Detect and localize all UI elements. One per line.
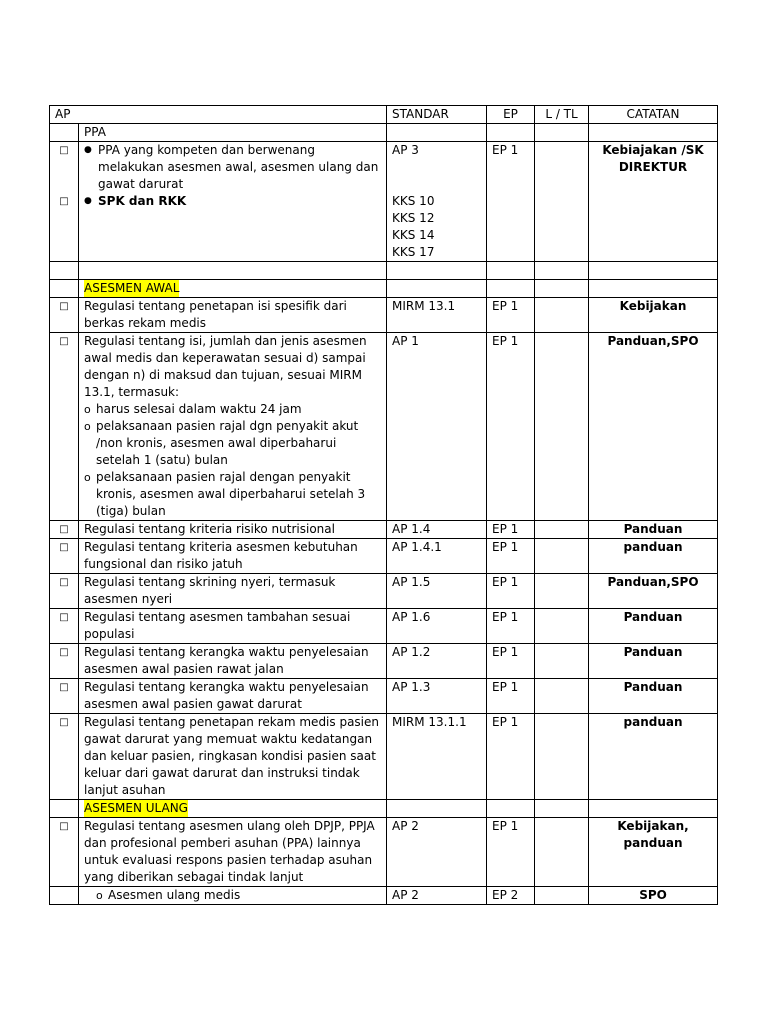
table-row (50, 539, 718, 574)
header-row (50, 106, 718, 124)
ep-cell: EP 1 (487, 714, 535, 800)
standar-cell: AP 1.5 (387, 574, 487, 609)
catatan-cell: SPO (589, 887, 718, 905)
checkbox-icon[interactable]: □ (59, 524, 69, 535)
standar-cell: AP 1.6 (387, 609, 487, 644)
table-row (50, 644, 718, 679)
ppa-title-row (50, 124, 718, 142)
sub-item: o pelaksanaan pasien rajal dgn penyakit akut /non kronis, asesmen awal diperbaharui setelah 1 (satu) bulan (84, 418, 381, 469)
ltl-cell (535, 574, 589, 609)
ep-cell: EP 1 (487, 818, 535, 887)
ltl-cell (535, 679, 589, 714)
standar-cell: AP 1.4 (387, 521, 487, 539)
table-row (50, 333, 718, 521)
standar-cell: AP 2 (387, 887, 487, 905)
ep-cell: EP 1 (487, 333, 535, 521)
regulation-text: Regulasi tentang asesmen tambahan sesuai populasi (79, 609, 387, 644)
asesmen-awal-title: ASESMEN AWAL (84, 281, 180, 295)
checkbox-icon[interactable]: □ (59, 682, 69, 693)
ppa-standar: KKS 14 (392, 228, 435, 242)
ep-cell: EP 1 (487, 609, 535, 644)
regulation-text: o Asesmen ulang medis (96, 887, 381, 904)
ltl-cell (535, 818, 589, 887)
catatan-cell: Panduan (589, 679, 718, 714)
table-row (50, 609, 718, 644)
ppa-standar: KKS 17 (392, 245, 435, 259)
standar-cell: AP 1.4.1 (387, 539, 487, 574)
checkbox-icon[interactable]: □ (59, 612, 69, 623)
table-row (50, 714, 718, 800)
catatan-cell: Panduan (589, 609, 718, 644)
checkbox-icon[interactable]: □ (59, 717, 69, 728)
ppa-title: PPA (79, 124, 387, 142)
catatan-cell: Panduan,SPO (589, 333, 718, 521)
table-row (50, 574, 718, 609)
checkbox-icon[interactable]: □ (59, 821, 69, 832)
ep-cell: EP 1 (487, 298, 535, 333)
regulation-text: Regulasi tentang penetapan rekam medis pasien gawat darurat yang memuat waktu kedatangan dan keluar pasien, ringkasan kondisi pasien saat keluar dari gawat darurat dan instruksi tindak lanjut asuhan (79, 714, 387, 800)
standar-cell: MIRM 13.1.1 (387, 714, 487, 800)
standar-cell: AP 1.3 (387, 679, 487, 714)
asesmen-ulang-title-row (50, 800, 718, 818)
checkbox-icon[interactable]: □ (59, 196, 69, 207)
ppa-item-2: SPK dan RKK (98, 194, 187, 208)
catatan-cell: Panduan (589, 521, 718, 539)
ppa-catatan: Kebiajakan /SK DIREKTUR (589, 142, 718, 262)
checkbox-icon[interactable]: □ (59, 145, 69, 156)
ep-cell: EP 1 (487, 644, 535, 679)
ppa-standar: KKS 12 (392, 211, 435, 225)
ltl-cell (535, 609, 589, 644)
ppa-standar: KKS 10 (392, 194, 435, 208)
header-standar: STANDAR (387, 106, 487, 124)
asesmen-awal-title-row (50, 280, 718, 298)
header-catatan: CATATAN (589, 106, 718, 124)
ep-cell: EP 1 (487, 521, 535, 539)
standar-cell: MIRM 13.1 (387, 298, 487, 333)
ltl-cell (535, 644, 589, 679)
table-row (50, 818, 718, 887)
ltl-cell (535, 521, 589, 539)
ltl-cell (535, 298, 589, 333)
regulation-text: Regulasi tentang penetapan isi spesifik dari berkas rekam medis (79, 298, 387, 333)
regulation-text: Regulasi tentang skrining nyeri, termasuk asesmen nyeri (79, 574, 387, 609)
catatan-cell: Panduan,SPO (589, 574, 718, 609)
header-ltl: L / TL (535, 106, 589, 124)
regulation-text: Regulasi tentang isi, jumlah dan jenis asesmen awal medis dan keperawatan sesuai d) sampai dengan n) di maksud dan tujuan, sesuai MIRM 13.1, termasuk: (84, 334, 367, 399)
catatan-cell: Kebijakan, panduan (589, 818, 718, 887)
catatan-cell: panduan (589, 539, 718, 574)
ltl-cell (535, 887, 589, 905)
checkbox-icon[interactable]: □ (59, 301, 69, 312)
ltl-cell (535, 714, 589, 800)
regulation-text: Regulasi tentang asesmen ulang oleh DPJP, PPJA dan profesional pemberi asuhan (PPA) lainnya untuk evaluasi respons pasien terhadap asuhan yang diberikan sebagai tindak lanjut (79, 818, 387, 887)
checkbox-icon[interactable]: □ (59, 542, 69, 553)
standar-cell: AP 1 (387, 333, 487, 521)
ep-cell: EP 1 (487, 679, 535, 714)
ltl-cell (535, 333, 589, 521)
table-row (50, 521, 718, 539)
checkbox-icon[interactable]: □ (59, 577, 69, 588)
regulation-text: Regulasi tentang kriteria risiko nutrisional (79, 521, 387, 539)
standards-table (49, 105, 718, 905)
standar-cell: AP 2 (387, 818, 487, 887)
regulation-text: Regulasi tentang kerangka waktu penyelesaian asesmen awal pasien gawat darurat (79, 679, 387, 714)
empty-row (50, 262, 718, 280)
standar-cell: AP 1.2 (387, 644, 487, 679)
catatan-cell: Kebijakan (589, 298, 718, 333)
regulation-text: Regulasi tentang kerangka waktu penyelesaian asesmen awal pasien rawat jalan (79, 644, 387, 679)
ppa-ep: EP 1 (487, 142, 535, 262)
sub-item: o pelaksanaan pasien rajal dengan penyakit kronis, asesmen awal diperbaharui setelah 3 (tiga) bulan (84, 469, 381, 520)
header-ap: AP (50, 106, 387, 124)
ppa-standar: AP 3 (392, 143, 419, 157)
ltl-cell (535, 539, 589, 574)
catatan-cell: Panduan (589, 644, 718, 679)
ep-cell: EP 2 (487, 887, 535, 905)
table-row (50, 679, 718, 714)
ep-cell: EP 1 (487, 539, 535, 574)
table-row (50, 887, 718, 905)
ppa-item-1: ● PPA yang kompeten dan berwenang melakukan asesmen awal, asesmen ulang dan gawat darurat (84, 142, 381, 193)
catatan-cell: panduan (589, 714, 718, 800)
asesmen-ulang-title: ASESMEN ULANG (84, 801, 188, 815)
checkbox-icon[interactable]: □ (59, 336, 69, 347)
regulation-text: Regulasi tentang kriteria asesmen kebutuhan fungsional dan risiko jatuh (79, 539, 387, 574)
header-ep: EP (487, 106, 535, 124)
ep-cell: EP 1 (487, 574, 535, 609)
sub-item: o harus selesai dalam waktu 24 jam (84, 401, 381, 418)
checkbox-icon[interactable]: □ (59, 647, 69, 658)
ppa-content-row (50, 142, 718, 262)
table-row (50, 298, 718, 333)
